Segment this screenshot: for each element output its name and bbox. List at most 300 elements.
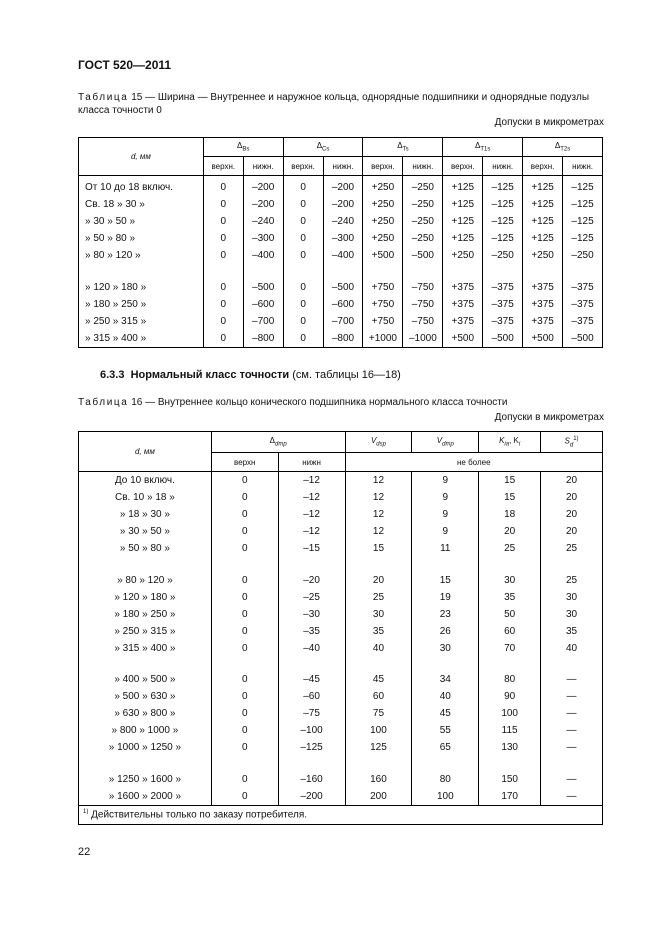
table-row (79, 472, 603, 490)
subheader-upper: верхн. (363, 157, 403, 176)
table-cell: 0 (203, 296, 243, 313)
col-header-delta-dmp: $\Delta_{dmp}$ (211, 432, 345, 453)
table-cell: –500 (483, 330, 523, 348)
table-row (79, 606, 603, 623)
table-row (79, 213, 603, 230)
section-heading: 6.3.3 Нормальный класс точности (см. таблицы 16—18) (100, 369, 401, 381)
cell-d-range: » 250 » 315 » (79, 623, 212, 640)
table-cell: 0 (283, 313, 323, 330)
subheader-lower: нижн. (243, 157, 283, 176)
table-cell: +250 (363, 213, 403, 230)
table-cell: +125 (443, 213, 483, 230)
table-cell: 20 (541, 489, 603, 506)
table-cell: 0 (203, 176, 243, 197)
table-cell: 15 (479, 472, 541, 490)
subheader-upper: верхн. (443, 157, 483, 176)
table-row (79, 688, 603, 705)
table-cell: 0 (283, 279, 323, 296)
table-cell: +125 (443, 176, 483, 197)
table-cell: — (541, 788, 603, 806)
table-cell: –125 (278, 739, 345, 756)
table-16-footnote: $^{1)}$ Действительны только по заказу потребителя. (79, 805, 603, 824)
table-cell: +500 (443, 330, 483, 348)
table-cell: — (541, 722, 603, 739)
spacer-cell (323, 264, 363, 279)
table-row (79, 296, 603, 313)
table-cell: –500 (243, 279, 283, 296)
subheader-upper: верхн. (283, 157, 323, 176)
table-cell: –125 (483, 230, 523, 247)
table-cell: 100 (345, 722, 412, 739)
table-row (79, 196, 603, 213)
table-16-body (79, 472, 603, 806)
table-cell: 20 (541, 523, 603, 540)
table-cell: –600 (323, 296, 363, 313)
table-cell: 0 (283, 213, 323, 230)
spacer-cell (345, 657, 412, 672)
cell-d-range: » 30 » 50 » (79, 523, 212, 540)
table-row (79, 671, 603, 688)
table-cell: –300 (243, 230, 283, 247)
spacer-row (79, 557, 603, 572)
subheader-lower: нижн. (323, 157, 363, 176)
document-header: ГОСТ 520—2011 (78, 58, 172, 72)
table-cell: –160 (278, 771, 345, 788)
table-cell: –240 (323, 213, 363, 230)
table-cell: 40 (412, 688, 479, 705)
cell-d-range: » 120 » 180 » (79, 279, 204, 296)
table-cell: –800 (323, 330, 363, 348)
spacer-cell (243, 264, 283, 279)
table-cell: +250 (443, 247, 483, 264)
table-row (79, 506, 603, 523)
table-row (79, 640, 603, 657)
table-cell: –12 (278, 506, 345, 523)
spacer-cell (479, 756, 541, 771)
col-header-delta-t1s: $\Delta_{T1s}$ (443, 138, 523, 157)
cell-d-range: » 1000 » 1250 » (79, 739, 212, 756)
table-cell: 40 (541, 640, 603, 657)
table-cell: –125 (563, 176, 603, 197)
table-cell: 0 (211, 606, 278, 623)
table-cell: –200 (278, 788, 345, 806)
caption-prefix: Таблица (78, 92, 129, 103)
table-cell: –60 (278, 688, 345, 705)
table-15-body (79, 176, 603, 348)
table-row (79, 722, 603, 739)
table-cell: +125 (523, 213, 563, 230)
table-cell: 12 (345, 489, 412, 506)
cell-d-range: » 80 » 120 » (79, 572, 212, 589)
table-cell: –700 (323, 313, 363, 330)
table-cell: +750 (363, 313, 403, 330)
spacer-cell (278, 557, 345, 572)
table-cell: 25 (345, 589, 412, 606)
table-cell: –1000 (403, 330, 443, 348)
table-cell: –250 (403, 213, 443, 230)
table-cell: 30 (541, 589, 603, 606)
table-cell: 12 (345, 506, 412, 523)
table-cell: 30 (541, 606, 603, 623)
table-cell: –500 (403, 247, 443, 264)
table-cell: +125 (443, 230, 483, 247)
spacer-cell (211, 756, 278, 771)
table-cell: –125 (483, 213, 523, 230)
table-cell: +500 (363, 247, 403, 264)
table-cell: +375 (443, 279, 483, 296)
table-cell: –125 (563, 230, 603, 247)
table-cell: 160 (345, 771, 412, 788)
spacer-cell (211, 657, 278, 672)
col-header-delta-cs: $\Delta_{Cs}$ (283, 138, 363, 157)
table-row (79, 176, 603, 197)
table-cell: –750 (403, 313, 443, 330)
spacer-cell (203, 264, 243, 279)
table-cell: 0 (203, 230, 243, 247)
cell-d-range: » 80 » 120 » (79, 247, 204, 264)
table-cell: 0 (211, 472, 278, 490)
table-cell: +375 (523, 279, 563, 296)
cell-d-range: Св. 10 » 18 » (79, 489, 212, 506)
spacer-cell (363, 264, 403, 279)
table-cell: — (541, 671, 603, 688)
table-cell: 60 (345, 688, 412, 705)
table-cell: –75 (278, 705, 345, 722)
table-cell: 115 (479, 722, 541, 739)
table-cell: 0 (211, 771, 278, 788)
table-cell: –35 (278, 623, 345, 640)
table-cell: 35 (541, 623, 603, 640)
table-cell: 0 (211, 623, 278, 640)
table-cell: +375 (443, 296, 483, 313)
spacer-cell (412, 557, 479, 572)
table-cell: –125 (483, 176, 523, 197)
subheader-lower: нижн. (403, 157, 443, 176)
table-cell: — (541, 739, 603, 756)
spacer-cell (211, 557, 278, 572)
table-cell: 30 (479, 572, 541, 589)
table-cell: 26 (412, 623, 479, 640)
table-cell: 9 (412, 472, 479, 490)
table-cell: –250 (403, 176, 443, 197)
table-cell: 30 (345, 606, 412, 623)
cell-d-range: Св. 18 » 30 » (79, 196, 204, 213)
table-cell: +750 (363, 296, 403, 313)
table-cell: –250 (403, 230, 443, 247)
table-cell: 0 (283, 247, 323, 264)
table-cell: 45 (412, 705, 479, 722)
table-cell: +500 (523, 330, 563, 348)
table-cell: –200 (323, 176, 363, 197)
table-cell: –375 (563, 279, 603, 296)
table-16 (78, 431, 603, 825)
spacer-cell (443, 264, 483, 279)
table-15-unit-note: Допуски в микрометрах (494, 117, 604, 128)
table-cell: +1000 (363, 330, 403, 348)
spacer-cell (403, 264, 443, 279)
spacer-cell (479, 657, 541, 672)
spacer-cell (541, 557, 603, 572)
table-cell: 20 (541, 472, 603, 490)
spacer-cell (563, 264, 603, 279)
spacer-row (79, 657, 603, 672)
table-16-unit-note: Допуски в микрометрах (494, 412, 604, 423)
table-cell: +250 (363, 196, 403, 213)
subheader-upper: верхн (211, 453, 278, 472)
table-cell: –250 (483, 247, 523, 264)
cell-d-range: » 800 » 1000 » (79, 722, 212, 739)
table-cell: –400 (243, 247, 283, 264)
caption-text: 15 — Ширина — Внутреннее и наружное кольца, однорядные подшипники и однорядные подузлы класса точности 0 (78, 92, 590, 116)
table-row (79, 279, 603, 296)
spacer-row (79, 756, 603, 771)
spacer-cell (79, 557, 212, 572)
col-header-delta-ts: $\Delta_{Ts}$ (363, 138, 443, 157)
table-cell: 9 (412, 489, 479, 506)
spacer-cell (479, 557, 541, 572)
table-cell: 0 (211, 506, 278, 523)
table-cell: +250 (523, 247, 563, 264)
table-cell: 20 (479, 523, 541, 540)
table-cell: –500 (323, 279, 363, 296)
table-cell: 60 (479, 623, 541, 640)
table-row (79, 247, 603, 264)
table-cell: 20 (541, 506, 603, 523)
table-cell: –240 (243, 213, 283, 230)
table-cell: 0 (211, 688, 278, 705)
table-row (79, 589, 603, 606)
table-cell: 0 (211, 640, 278, 657)
subheader-lower: нижн (278, 453, 345, 472)
cell-d-range: От 10 до 18 включ. (79, 176, 204, 197)
spacer-cell (278, 657, 345, 672)
table-cell: +125 (443, 196, 483, 213)
cell-d-range: » 500 » 630 » (79, 688, 212, 705)
spacer-cell (79, 657, 212, 672)
table-cell: — (541, 771, 603, 788)
table-row (79, 771, 603, 788)
table-row (79, 523, 603, 540)
table-cell: –250 (563, 247, 603, 264)
table-16-caption (78, 397, 507, 408)
table-cell: 0 (211, 722, 278, 739)
table-cell: 0 (283, 296, 323, 313)
table-cell: –15 (278, 540, 345, 557)
table-cell: 25 (541, 540, 603, 557)
cell-d-range: » 400 » 500 » (79, 671, 212, 688)
table-cell: –800 (243, 330, 283, 348)
cell-d-range: » 630 » 800 » (79, 705, 212, 722)
table-cell: –400 (323, 247, 363, 264)
spacer-cell (412, 756, 479, 771)
table-cell: 90 (479, 688, 541, 705)
table-cell: 55 (412, 722, 479, 739)
table-cell: –375 (483, 313, 523, 330)
table-cell: — (541, 705, 603, 722)
table-cell: +250 (363, 176, 403, 197)
table-15-caption (78, 91, 603, 117)
table-cell: +250 (363, 230, 403, 247)
table-cell: 0 (211, 589, 278, 606)
table-cell: 100 (412, 788, 479, 806)
table-cell: +750 (363, 279, 403, 296)
table-cell: 80 (479, 671, 541, 688)
table-cell: 0 (283, 196, 323, 213)
table-cell: 0 (283, 330, 323, 348)
table-cell: –375 (563, 313, 603, 330)
spacer-cell (79, 756, 212, 771)
table-cell: –20 (278, 572, 345, 589)
table-row (79, 788, 603, 806)
table-cell: 125 (345, 739, 412, 756)
col-header-delta-bs: $\Delta_{Bs}$ (203, 138, 283, 157)
col-header-s-d: $S_d^{1)}$ (541, 432, 603, 453)
subheader-lower: нижн. (483, 157, 523, 176)
cell-d-range: » 1600 » 2000 » (79, 788, 212, 806)
table-row (79, 572, 603, 589)
cell-d-range: До 10 включ. (79, 472, 212, 490)
table-cell: –25 (278, 589, 345, 606)
table-cell: 200 (345, 788, 412, 806)
table-cell: –40 (278, 640, 345, 657)
table-cell: –375 (563, 296, 603, 313)
cell-d-range: » 180 » 250 » (79, 606, 212, 623)
table-row (79, 313, 603, 330)
table-15 (78, 137, 603, 348)
cell-d-range: » 120 » 180 » (79, 589, 212, 606)
table-cell: 0 (211, 671, 278, 688)
table-cell: 25 (479, 540, 541, 557)
table-cell: 130 (479, 739, 541, 756)
subheader-lower: нижн. (563, 157, 603, 176)
spacer-cell (283, 264, 323, 279)
table-cell: 9 (412, 506, 479, 523)
table-cell: +125 (523, 196, 563, 213)
col-header-k: $K_{ia}$, $K_i$ (479, 432, 541, 453)
table-cell: 45 (345, 671, 412, 688)
table-cell: 0 (203, 213, 243, 230)
table-cell: 25 (541, 572, 603, 589)
table-cell: +125 (523, 230, 563, 247)
spacer-cell (278, 756, 345, 771)
spacer-row (79, 264, 603, 279)
table-cell: 34 (412, 671, 479, 688)
table-cell: 35 (345, 623, 412, 640)
table-cell: 0 (203, 330, 243, 348)
table-cell: 20 (345, 572, 412, 589)
table-cell: –12 (278, 523, 345, 540)
table-cell: 12 (345, 523, 412, 540)
table-row (79, 330, 603, 348)
table-cell: 0 (283, 230, 323, 247)
table-row (79, 705, 603, 722)
table-cell: 0 (211, 489, 278, 506)
table-cell: 0 (203, 279, 243, 296)
caption-prefix: Таблица (78, 397, 129, 408)
table-cell: –200 (323, 196, 363, 213)
spacer-cell (412, 657, 479, 672)
table-cell: 170 (479, 788, 541, 806)
table-cell: — (541, 688, 603, 705)
cell-d-range: » 180 » 250 » (79, 296, 204, 313)
table-cell: 15 (412, 572, 479, 589)
table-cell: –375 (483, 279, 523, 296)
table-row (79, 623, 603, 640)
cell-d-range: » 315 » 400 » (79, 640, 212, 657)
cell-d-range: » 18 » 30 » (79, 506, 212, 523)
table-cell: –375 (483, 296, 523, 313)
table-cell: 80 (412, 771, 479, 788)
table-cell: 0 (211, 572, 278, 589)
table-cell: 15 (345, 540, 412, 557)
spacer-cell (79, 264, 204, 279)
table-cell: 0 (211, 523, 278, 540)
table-cell: 12 (345, 472, 412, 490)
table-cell: –500 (563, 330, 603, 348)
table-cell: 70 (479, 640, 541, 657)
table-row (79, 230, 603, 247)
table-cell: 0 (283, 176, 323, 197)
table-cell: 40 (345, 640, 412, 657)
table-cell: 0 (203, 313, 243, 330)
spacer-cell (345, 557, 412, 572)
table-cell: –750 (403, 279, 443, 296)
table-cell: –200 (243, 176, 283, 197)
col-header-d: d, мм (79, 432, 212, 472)
cell-d-range: » 50 » 80 » (79, 540, 212, 557)
table-cell: +125 (523, 176, 563, 197)
spacer-cell (541, 756, 603, 771)
cell-d-range: » 250 » 315 » (79, 313, 204, 330)
subheader-no-more: не более (345, 453, 602, 472)
table-cell: –200 (243, 196, 283, 213)
table-cell: 50 (479, 606, 541, 623)
table-cell: 0 (203, 247, 243, 264)
table-cell: 35 (479, 589, 541, 606)
table-cell: 75 (345, 705, 412, 722)
col-header-v-dmp: $V_{dmp}$ (412, 432, 479, 453)
spacer-cell (523, 264, 563, 279)
spacer-cell (541, 657, 603, 672)
table-cell: 23 (412, 606, 479, 623)
table-row (79, 540, 603, 557)
table-cell: 9 (412, 523, 479, 540)
table-cell: –125 (563, 213, 603, 230)
cell-d-range: » 50 » 80 » (79, 230, 204, 247)
col-header-v-dsp: $V_{dsp}$ (345, 432, 412, 453)
caption-text: 16 — Внутреннее кольцо конического подшипника нормального класса точности (128, 397, 508, 408)
table-row (79, 489, 603, 506)
page-number: 22 (78, 846, 91, 858)
table-cell: 150 (479, 771, 541, 788)
table-cell: 0 (203, 196, 243, 213)
subheader-upper: верхн. (203, 157, 243, 176)
table-cell: –12 (278, 472, 345, 490)
table-cell: –250 (403, 196, 443, 213)
table-cell: 19 (412, 589, 479, 606)
subheader-upper: верхн. (523, 157, 563, 176)
table-cell: –12 (278, 489, 345, 506)
table-cell: 65 (412, 739, 479, 756)
table-cell: –100 (278, 722, 345, 739)
table-cell: –600 (243, 296, 283, 313)
table-cell: –30 (278, 606, 345, 623)
table-cell: –125 (563, 196, 603, 213)
table-cell: 0 (211, 788, 278, 806)
table-cell: –700 (243, 313, 283, 330)
table-cell: 0 (211, 540, 278, 557)
table-cell: –45 (278, 671, 345, 688)
